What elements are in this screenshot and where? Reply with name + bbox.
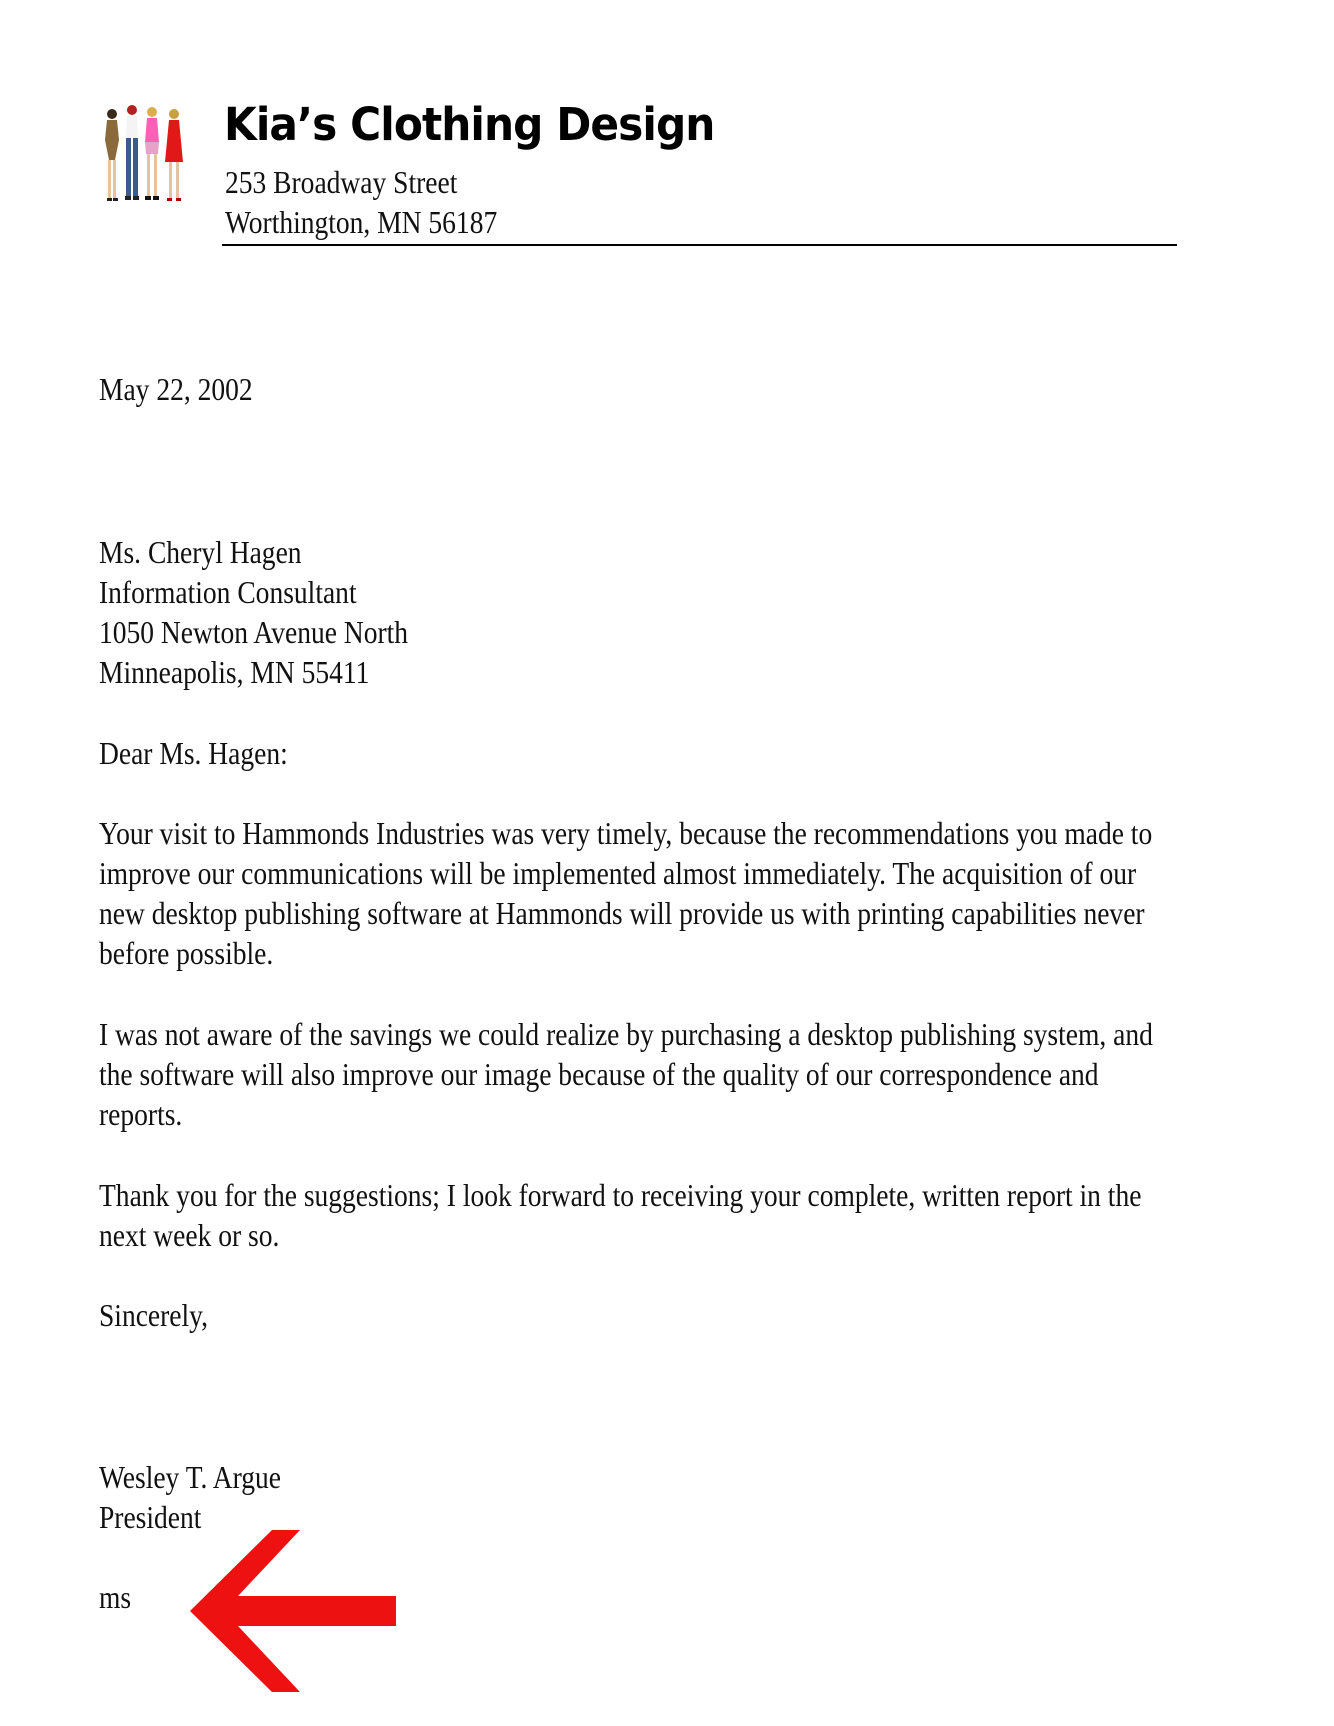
body-paragraph-1-line: new desktop publishing software at Hammonds will provide us with printing capabilities never <box>99 895 1145 931</box>
body-paragraph-2-line: reports. <box>99 1096 183 1132</box>
letter-date: May 22, 2002 <box>99 371 253 407</box>
body-paragraph-2-line: I was not aware of the savings we could realize by purchasing a desktop publishing system, and <box>99 1016 1153 1052</box>
body-paragraph-1-line: improve our communications will be implemented almost immediately. The acquisition of our <box>99 855 1137 891</box>
arrow-left-icon <box>188 1530 398 1692</box>
recipient-title: Information Consultant <box>99 574 357 610</box>
company-address-city: Worthington, MN 56187 <box>225 204 498 240</box>
salutation: Dear Ms. Hagen: <box>99 735 288 771</box>
complimentary-close: Sincerely, <box>99 1297 209 1333</box>
recipient-city: Minneapolis, MN 55411 <box>99 654 370 690</box>
body-paragraph-2-line: the software will also improve our image because of the quality of our correspondence and <box>99 1056 1099 1092</box>
signer-name: Wesley T. Argue <box>99 1459 281 1495</box>
company-name: Kia’s Clothing Design <box>224 98 715 151</box>
body-paragraph-1-line: before possible. <box>99 935 274 971</box>
fashion-models-logo-icon <box>98 104 198 224</box>
signer-title: President <box>99 1499 202 1535</box>
company-address-street: 253 Broadway Street <box>225 164 458 200</box>
body-paragraph-3-line: Thank you for the suggestions; I look forward to receiving your complete, written report in the <box>99 1177 1142 1213</box>
letterhead-divider <box>222 244 1177 246</box>
body-paragraph-1-line: Your visit to Hammonds Industries was very timely, because the recommendations you made to <box>99 815 1153 851</box>
reference-initials: ms <box>99 1579 132 1615</box>
recipient-street: 1050 Newton Avenue North <box>99 614 409 650</box>
body-paragraph-3-line: next week or so. <box>99 1217 280 1253</box>
recipient-name: Ms. Cheryl Hagen <box>99 534 302 570</box>
